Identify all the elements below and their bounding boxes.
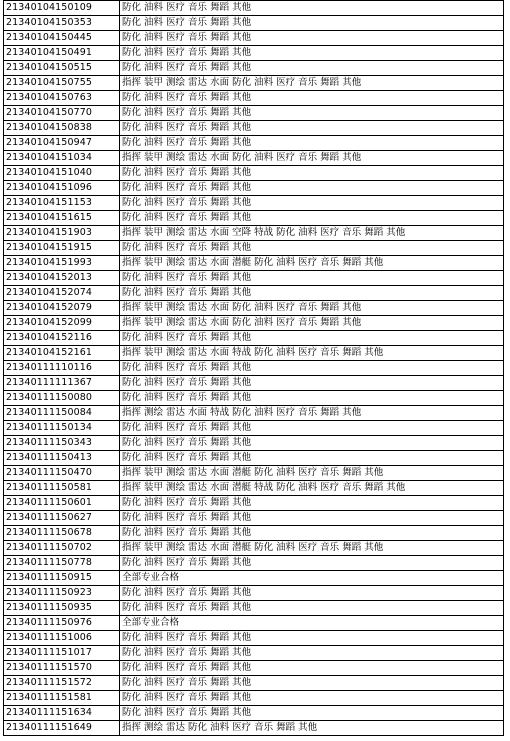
table-row (4, 256, 504, 271)
candidate-id-cell[interactable]: 21340111151570 (4, 661, 120, 676)
qualified-specialties-cell[interactable]: 防化 油料 医疗 音乐 舞蹈 其他 (120, 421, 504, 436)
qualified-specialties-cell[interactable]: 防化 油料 医疗 音乐 舞蹈 其他 (120, 196, 504, 211)
candidate-id-cell[interactable]: 21340111150084 (4, 406, 120, 421)
qualified-specialties-cell[interactable]: 指挥 装甲 测绘 雷达 水面 潜艇 防化 油料 医疗 音乐 舞蹈 其他 (120, 541, 504, 556)
candidate-id-cell[interactable]: 21340111151572 (4, 676, 120, 691)
table-row (4, 676, 504, 691)
table-row (4, 496, 504, 511)
candidate-id-cell[interactable]: 21340111150470 (4, 466, 120, 481)
candidate-id-cell[interactable]: 21340111151634 (4, 706, 120, 721)
table-row (4, 241, 504, 256)
table-row (4, 481, 504, 496)
qualified-specialties-cell[interactable]: 防化 油料 医疗 音乐 舞蹈 其他 (120, 511, 504, 526)
candidate-id-cell[interactable]: 21340104151034 (4, 151, 120, 166)
table-row (4, 526, 504, 541)
table-row (4, 541, 504, 556)
qualified-specialties-cell[interactable]: 防化 油料 医疗 音乐 舞蹈 其他 (120, 361, 504, 376)
candidate-id-cell[interactable]: 21340104150838 (4, 121, 120, 136)
candidate-id-cell[interactable]: 21340104150770 (4, 106, 120, 121)
table-row (4, 211, 504, 226)
qualified-specialties-cell[interactable]: 指挥 测绘 雷达 水面 特战 防化 油料 医疗 音乐 舞蹈 其他 (120, 406, 504, 421)
qualified-specialties-cell[interactable]: 防化 油料 医疗 音乐 舞蹈 其他 (120, 211, 504, 226)
qualified-specialties-cell[interactable]: 防化 油料 医疗 音乐 舞蹈 其他 (120, 601, 504, 616)
candidate-id-cell[interactable]: 21340104152099 (4, 316, 120, 331)
table-row (4, 226, 504, 241)
table-row (4, 121, 504, 136)
candidate-id-cell[interactable]: 21340111150976 (4, 616, 120, 631)
table-row (4, 166, 504, 181)
table-row (4, 436, 504, 451)
candidate-id-cell[interactable]: 21340111111367 (4, 376, 120, 391)
table-row (4, 76, 504, 91)
table-row (4, 421, 504, 436)
table-body (4, 1, 504, 736)
table-row (4, 301, 504, 316)
table-row (4, 361, 504, 376)
table-row (4, 376, 504, 391)
qualified-specialties-cell[interactable]: 指挥 装甲 测绘 雷达 水面 潜艇 防化 油料 医疗 音乐 舞蹈 其他 (120, 466, 504, 481)
qualified-specialties-cell[interactable]: 防化 油料 医疗 音乐 舞蹈 其他 (120, 241, 504, 256)
table-row (4, 331, 504, 346)
candidate-id-cell[interactable]: 21340104151993 (4, 256, 120, 271)
table-row (4, 406, 504, 421)
table-row (4, 691, 504, 706)
table-row (4, 136, 504, 151)
table-row (4, 466, 504, 481)
table-row (4, 451, 504, 466)
candidate-id-cell[interactable]: 21340104152074 (4, 286, 120, 301)
candidate-id-cell[interactable]: 21340111150080 (4, 391, 120, 406)
table-row (4, 706, 504, 721)
qualified-specialties-cell[interactable]: 防化 油料 医疗 音乐 舞蹈 其他 (120, 46, 504, 61)
qualified-specialties-cell[interactable]: 防化 油料 医疗 音乐 舞蹈 其他 (120, 661, 504, 676)
qualified-specialties-cell[interactable]: 防化 油料 医疗 音乐 舞蹈 其他 (120, 556, 504, 571)
candidate-id-cell[interactable]: 21340104151903 (4, 226, 120, 241)
qualified-specialties-cell[interactable]: 防化 油料 医疗 音乐 舞蹈 其他 (120, 526, 504, 541)
table-row (4, 151, 504, 166)
candidate-id-cell[interactable]: 21340111151581 (4, 691, 120, 706)
qualified-specialties-cell[interactable]: 防化 油料 医疗 音乐 舞蹈 其他 (120, 436, 504, 451)
qualified-specialties-cell[interactable]: 防化 油料 医疗 音乐 舞蹈 其他 (120, 166, 504, 181)
table-row (4, 556, 504, 571)
candidate-id-cell[interactable]: 21340111150413 (4, 451, 120, 466)
candidate-id-cell[interactable]: 21340104150445 (4, 31, 120, 46)
candidate-id-cell[interactable]: 21340111151017 (4, 646, 120, 661)
candidate-id-cell[interactable]: 21340104150947 (4, 136, 120, 151)
qualified-specialties-cell[interactable]: 防化 油料 医疗 音乐 舞蹈 其他 (120, 1, 504, 16)
candidate-id-cell[interactable]: 21340104151096 (4, 181, 120, 196)
candidate-id-cell[interactable]: 21340111150627 (4, 511, 120, 526)
candidate-id-cell[interactable]: 21340111150581 (4, 481, 120, 496)
candidate-id-cell[interactable]: 21340111151006 (4, 631, 120, 646)
candidate-id-cell[interactable]: 21340111150601 (4, 496, 120, 511)
qualified-specialties-cell[interactable]: 防化 油料 医疗 音乐 舞蹈 其他 (120, 271, 504, 286)
qualified-specialties-cell[interactable]: 指挥 装甲 测绘 雷达 水面 空降 特战 防化 油料 医疗 音乐 舞蹈 其他 (120, 226, 504, 241)
table-row (4, 571, 504, 586)
table-row (4, 271, 504, 286)
qualified-specialties-cell[interactable]: 指挥 装甲 测绘 雷达 水面 防化 油料 医疗 音乐 舞蹈 其他 (120, 301, 504, 316)
candidate-id-cell[interactable]: 21340104152079 (4, 301, 120, 316)
candidate-id-cell[interactable]: 21340104150763 (4, 91, 120, 106)
qualified-specialties-cell[interactable]: 全部专业合格 (120, 616, 504, 631)
qualified-specialties-cell[interactable]: 防化 油料 医疗 音乐 舞蹈 其他 (120, 676, 504, 691)
candidate-id-cell[interactable]: 21340104151153 (4, 196, 120, 211)
qualified-specialties-cell[interactable]: 防化 油料 医疗 音乐 舞蹈 其他 (120, 61, 504, 76)
candidate-id-cell[interactable]: 21340104151615 (4, 211, 120, 226)
candidate-id-cell[interactable]: 21340111150915 (4, 571, 120, 586)
candidate-id-cell[interactable]: 21340104150515 (4, 61, 120, 76)
qualified-specialties-cell[interactable]: 防化 油料 医疗 音乐 舞蹈 其他 (120, 391, 504, 406)
candidate-id-cell[interactable]: 21340111150134 (4, 421, 120, 436)
qualified-specialties-cell[interactable]: 防化 油料 医疗 音乐 舞蹈 其他 (120, 181, 504, 196)
table-row (4, 1, 504, 16)
qualified-specialties-cell[interactable]: 防化 油料 医疗 音乐 舞蹈 其他 (120, 136, 504, 151)
qualified-specialties-cell[interactable]: 防化 油料 医疗 音乐 舞蹈 其他 (120, 586, 504, 601)
candidate-id-cell[interactable]: 21340111110116 (4, 361, 120, 376)
candidate-id-cell[interactable]: 21340104151040 (4, 166, 120, 181)
table-row (4, 616, 504, 631)
qualified-specialties-cell[interactable]: 指挥 装甲 测绘 雷达 水面 防化 油料 医疗 音乐 舞蹈 其他 (120, 76, 504, 91)
table-row (4, 181, 504, 196)
spreadsheet-table (3, 0, 504, 736)
qualified-specialties-cell[interactable]: 防化 油料 医疗 音乐 舞蹈 其他 (120, 286, 504, 301)
qualified-specialties-cell[interactable]: 防化 油料 医疗 音乐 舞蹈 其他 (120, 331, 504, 346)
table-row (4, 31, 504, 46)
table-row (4, 586, 504, 601)
candidate-id-cell[interactable]: 21340111150678 (4, 526, 120, 541)
table-row (4, 346, 504, 361)
qualified-specialties-cell[interactable]: 防化 油料 医疗 音乐 舞蹈 其他 (120, 91, 504, 106)
qualified-specialties-cell[interactable]: 指挥 装甲 测绘 雷达 水面 防化 油料 医疗 音乐 舞蹈 其他 (120, 316, 504, 331)
qualified-specialties-cell[interactable]: 指挥 装甲 测绘 雷达 水面 潜艇 防化 油料 医疗 音乐 舞蹈 其他 (120, 256, 504, 271)
candidate-id-cell[interactable]: 21340104150755 (4, 76, 120, 91)
qualified-specialties-cell[interactable]: 防化 油料 医疗 音乐 舞蹈 其他 (120, 496, 504, 511)
qualified-specialties-cell[interactable]: 指挥 测绘 雷达 防化 油料 医疗 音乐 舞蹈 其他 (120, 721, 504, 736)
qualified-specialties-cell[interactable]: 指挥 装甲 测绘 雷达 水面 特战 防化 油料 医疗 音乐 舞蹈 其他 (120, 346, 504, 361)
qualified-specialties-cell[interactable]: 防化 油料 医疗 音乐 舞蹈 其他 (120, 451, 504, 466)
qualified-specialties-cell[interactable]: 防化 油料 医疗 音乐 舞蹈 其他 (120, 121, 504, 136)
table-row (4, 391, 504, 406)
table-row (4, 286, 504, 301)
candidate-id-cell[interactable]: 21340111150778 (4, 556, 120, 571)
candidate-id-cell[interactable]: 21340104150491 (4, 46, 120, 61)
candidate-id-cell[interactable]: 21340111150923 (4, 586, 120, 601)
qualified-specialties-cell[interactable]: 防化 油料 医疗 音乐 舞蹈 其他 (120, 631, 504, 646)
table-row (4, 511, 504, 526)
candidate-id-cell[interactable]: 21340104151915 (4, 241, 120, 256)
candidate-id-cell[interactable]: 21340104150109 (4, 1, 120, 16)
candidate-id-cell[interactable]: 21340111150702 (4, 541, 120, 556)
candidate-id-cell[interactable]: 21340104152116 (4, 331, 120, 346)
table-row (4, 601, 504, 616)
table-row (4, 721, 504, 736)
qualified-specialties-cell[interactable]: 防化 油料 医疗 音乐 舞蹈 其他 (120, 691, 504, 706)
candidate-id-cell[interactable]: 21340104152013 (4, 271, 120, 286)
qualified-specialties-cell[interactable]: 防化 油料 医疗 音乐 舞蹈 其他 (120, 16, 504, 31)
qualified-specialties-cell[interactable]: 防化 油料 医疗 音乐 舞蹈 其他 (120, 31, 504, 46)
table-row (4, 16, 504, 31)
candidate-id-cell[interactable]: 21340111151649 (4, 721, 120, 736)
candidate-id-cell[interactable]: 21340111150935 (4, 601, 120, 616)
qualified-specialties-cell[interactable]: 防化 油料 医疗 音乐 舞蹈 其他 (120, 706, 504, 721)
table-row (4, 316, 504, 331)
candidate-id-cell[interactable]: 21340104152161 (4, 346, 120, 361)
qualified-specialties-cell[interactable]: 防化 油料 医疗 音乐 舞蹈 其他 (120, 646, 504, 661)
table-row (4, 661, 504, 676)
qualified-specialties-cell[interactable]: 防化 油料 医疗 音乐 舞蹈 其他 (120, 106, 504, 121)
table-row (4, 91, 504, 106)
qualified-specialties-cell[interactable]: 指挥 装甲 测绘 雷达 水面 潜艇 特战 防化 油料 医疗 音乐 舞蹈 其他 (120, 481, 504, 496)
table-row (4, 106, 504, 121)
table-row (4, 46, 504, 61)
qualified-specialties-cell[interactable]: 指挥 装甲 测绘 雷达 水面 防化 油料 医疗 音乐 舞蹈 其他 (120, 151, 504, 166)
table-row (4, 196, 504, 211)
candidate-id-cell[interactable]: 21340104150353 (4, 16, 120, 31)
table-row (4, 646, 504, 661)
table-row (4, 631, 504, 646)
qualified-specialties-cell[interactable]: 全部专业合格 (120, 571, 504, 586)
qualified-specialties-cell[interactable]: 防化 油料 医疗 音乐 舞蹈 其他 (120, 376, 504, 391)
candidate-id-cell[interactable]: 21340111150343 (4, 436, 120, 451)
table-row (4, 61, 504, 76)
